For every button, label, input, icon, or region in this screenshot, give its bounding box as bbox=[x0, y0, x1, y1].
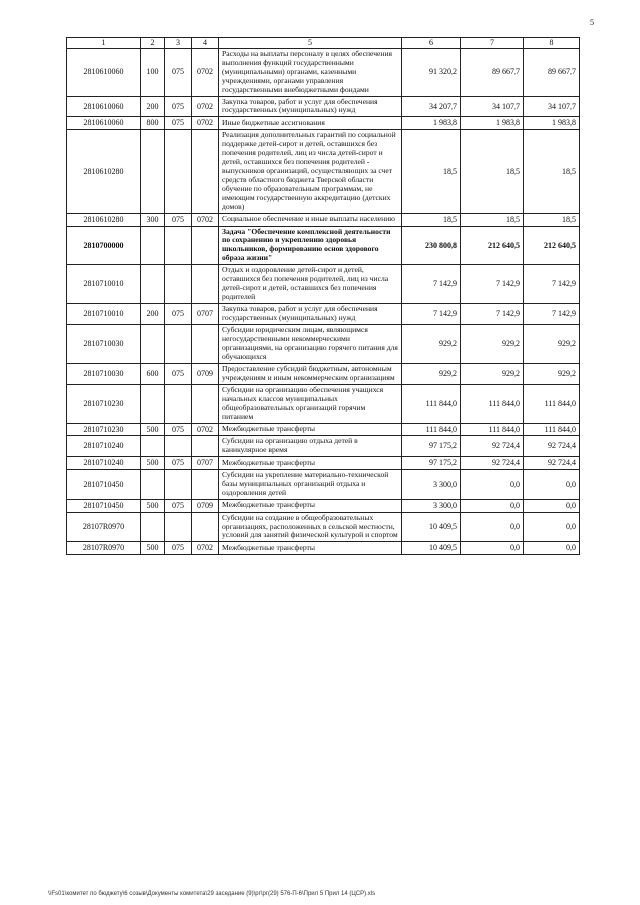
col2-cell bbox=[141, 265, 165, 304]
code-cell: 2810710450 bbox=[67, 469, 141, 499]
page-number: 5 bbox=[590, 18, 594, 27]
table-row bbox=[67, 213, 580, 226]
col4-cell: 0709 bbox=[192, 363, 219, 384]
table-row bbox=[67, 542, 580, 555]
col4-cell: 0702 bbox=[192, 213, 219, 226]
col2-cell bbox=[141, 226, 165, 265]
value-cell: 18,5 bbox=[524, 130, 580, 214]
header-cell: 3 bbox=[165, 38, 192, 49]
table-row bbox=[67, 512, 580, 542]
table-row bbox=[67, 363, 580, 384]
col4-cell bbox=[192, 512, 219, 542]
file-path-footer: \\Fs01\комитет по бюджету\6 созыв\Документы комитета\29 заседание (9)\рг\рг(29) 576-П-6\Прил 5 Прил 14 (ЦСР).xls bbox=[48, 891, 376, 897]
code-cell: 2810710010 bbox=[67, 304, 141, 325]
value-cell: 34 207,7 bbox=[402, 96, 461, 117]
value-cell: 18,5 bbox=[402, 213, 461, 226]
budget-table bbox=[66, 37, 580, 555]
name-cell: Межбюджетные трансферты bbox=[219, 542, 402, 555]
code-cell: 2810710240 bbox=[67, 457, 141, 470]
col3-cell: 075 bbox=[165, 304, 192, 325]
value-cell: 97 175,2 bbox=[402, 436, 461, 457]
value-cell: 34 107,7 bbox=[461, 96, 524, 117]
table-row bbox=[67, 117, 580, 130]
col4-cell: 0707 bbox=[192, 457, 219, 470]
col2-cell: 200 bbox=[141, 304, 165, 325]
header-cell: 1 bbox=[67, 38, 141, 49]
col2-cell: 500 bbox=[141, 499, 165, 512]
code-cell: 28107R0970 bbox=[67, 542, 141, 555]
col3-cell: 075 bbox=[165, 96, 192, 117]
value-cell: 929,2 bbox=[402, 325, 461, 364]
value-cell: 10 409,5 bbox=[402, 512, 461, 542]
value-cell: 929,2 bbox=[524, 363, 580, 384]
col2-cell bbox=[141, 384, 165, 423]
value-cell: 111 844,0 bbox=[402, 384, 461, 423]
name-cell: Расходы на выплаты персоналу в целях обеспечения выполнения функций государственными (муниципальными) органами, казенными учреждениями, органами управления государственными внебюджетными фондами bbox=[219, 48, 402, 96]
col3-cell bbox=[165, 325, 192, 364]
value-cell: 97 175,2 bbox=[402, 457, 461, 470]
name-cell: Предоставление субсидий бюджетным, автономным учреждениям и иным некоммерческим организациям bbox=[219, 363, 402, 384]
code-cell: 2810710030 bbox=[67, 363, 141, 384]
code-cell: 2810700000 bbox=[67, 226, 141, 265]
value-cell: 929,2 bbox=[461, 325, 524, 364]
col3-cell: 075 bbox=[165, 457, 192, 470]
value-cell: 18,5 bbox=[461, 130, 524, 214]
col2-cell: 200 bbox=[141, 96, 165, 117]
col4-cell bbox=[192, 384, 219, 423]
value-cell: 7 142,9 bbox=[461, 265, 524, 304]
table-row bbox=[67, 304, 580, 325]
col3-cell bbox=[165, 512, 192, 542]
value-cell: 91 320,2 bbox=[402, 48, 461, 96]
col2-cell: 300 bbox=[141, 213, 165, 226]
value-cell: 0,0 bbox=[524, 469, 580, 499]
table-row bbox=[67, 48, 580, 96]
col2-cell: 500 bbox=[141, 423, 165, 436]
value-cell: 929,2 bbox=[402, 363, 461, 384]
code-cell: 2810710450 bbox=[67, 499, 141, 512]
col4-cell bbox=[192, 325, 219, 364]
col4-cell bbox=[192, 265, 219, 304]
name-cell: Субсидии на организацию отдыха детей в каникулярное время bbox=[219, 436, 402, 457]
name-cell: Реализация дополнительных гарантий по социальной поддержке детей-сирот и детей, оставшихся без попечения родителей, лиц из числа детей-сирот и детей, оставшихся без попечения родителей - выпускников организаций, осуществляющих за счет средств областного бюджета Тверской области обучение по образовательным программам, не имеющим государственную аккредитацию (детских домов) bbox=[219, 130, 402, 214]
col3-cell: 075 bbox=[165, 542, 192, 555]
code-cell: 2810710230 bbox=[67, 423, 141, 436]
col3-cell: 075 bbox=[165, 117, 192, 130]
name-cell: Межбюджетные трансферты bbox=[219, 457, 402, 470]
code-cell: 28107R0970 bbox=[67, 512, 141, 542]
value-cell: 7 142,9 bbox=[524, 304, 580, 325]
value-cell: 0,0 bbox=[524, 512, 580, 542]
value-cell: 1 983,8 bbox=[461, 117, 524, 130]
value-cell: 0,0 bbox=[524, 499, 580, 512]
value-cell: 92 724,4 bbox=[461, 457, 524, 470]
table-row bbox=[67, 130, 580, 214]
col3-cell bbox=[165, 265, 192, 304]
value-cell: 18,5 bbox=[524, 213, 580, 226]
header-cell: 7 bbox=[461, 38, 524, 49]
name-cell: Межбюджетные трансферты bbox=[219, 423, 402, 436]
value-cell: 92 724,4 bbox=[461, 436, 524, 457]
table-row bbox=[67, 436, 580, 457]
value-cell: 111 844,0 bbox=[461, 384, 524, 423]
value-cell: 929,2 bbox=[524, 325, 580, 364]
table-row bbox=[67, 265, 580, 304]
code-cell: 2810610060 bbox=[67, 48, 141, 96]
name-cell: Иные бюджетные ассигнования bbox=[219, 117, 402, 130]
value-cell: 929,2 bbox=[461, 363, 524, 384]
value-cell: 0,0 bbox=[461, 499, 524, 512]
col2-cell: 100 bbox=[141, 48, 165, 96]
value-cell: 34 107,7 bbox=[524, 96, 580, 117]
table-row bbox=[67, 384, 580, 423]
header-cell: 2 bbox=[141, 38, 165, 49]
value-cell: 212 640,5 bbox=[524, 226, 580, 265]
header-cell: 4 bbox=[192, 38, 219, 49]
table-row bbox=[67, 469, 580, 499]
code-cell: 2810610280 bbox=[67, 130, 141, 214]
col4-cell: 0709 bbox=[192, 499, 219, 512]
col3-cell bbox=[165, 384, 192, 423]
col2-cell bbox=[141, 469, 165, 499]
value-cell: 7 142,9 bbox=[402, 265, 461, 304]
value-cell: 3 300,0 bbox=[402, 469, 461, 499]
code-cell: 2810710030 bbox=[67, 325, 141, 364]
value-cell: 18,5 bbox=[402, 130, 461, 214]
col4-cell bbox=[192, 436, 219, 457]
table-row bbox=[67, 96, 580, 117]
col3-cell: 075 bbox=[165, 363, 192, 384]
value-cell: 0,0 bbox=[461, 469, 524, 499]
col4-cell: 0702 bbox=[192, 542, 219, 555]
table-row bbox=[67, 499, 580, 512]
header-cell: 5 bbox=[219, 38, 402, 49]
col3-cell bbox=[165, 130, 192, 214]
col4-cell: 0702 bbox=[192, 117, 219, 130]
col3-cell bbox=[165, 469, 192, 499]
code-cell: 2810710230 bbox=[67, 384, 141, 423]
col3-cell: 075 bbox=[165, 423, 192, 436]
value-cell: 0,0 bbox=[461, 512, 524, 542]
code-cell: 2810610060 bbox=[67, 96, 141, 117]
code-cell: 2810710240 bbox=[67, 436, 141, 457]
col3-cell bbox=[165, 436, 192, 457]
value-cell: 111 844,0 bbox=[402, 423, 461, 436]
col4-cell: 0702 bbox=[192, 423, 219, 436]
value-cell: 7 142,9 bbox=[402, 304, 461, 325]
name-cell: Межбюджетные трансферты bbox=[219, 499, 402, 512]
code-cell: 2810610060 bbox=[67, 117, 141, 130]
value-cell: 111 844,0 bbox=[524, 384, 580, 423]
col4-cell bbox=[192, 469, 219, 499]
table-row bbox=[67, 226, 580, 265]
value-cell: 89 667,7 bbox=[461, 48, 524, 96]
col2-cell bbox=[141, 436, 165, 457]
header-row bbox=[67, 38, 580, 49]
code-cell: 2810710010 bbox=[67, 265, 141, 304]
code-cell: 2810610280 bbox=[67, 213, 141, 226]
value-cell: 92 724,4 bbox=[524, 436, 580, 457]
value-cell: 18,5 bbox=[461, 213, 524, 226]
name-cell: Закупка товаров, работ и услуг для обеспечения государственных (муниципальных) нужд bbox=[219, 96, 402, 117]
col2-cell: 600 bbox=[141, 363, 165, 384]
value-cell: 212 640,5 bbox=[461, 226, 524, 265]
value-cell: 1 983,8 bbox=[524, 117, 580, 130]
value-cell: 1 983,8 bbox=[402, 117, 461, 130]
value-cell: 0,0 bbox=[461, 542, 524, 555]
col2-cell: 800 bbox=[141, 117, 165, 130]
name-cell: Закупка товаров, работ и услуг для обеспечения государственных (муниципальных) нужд bbox=[219, 304, 402, 325]
col3-cell: 075 bbox=[165, 213, 192, 226]
value-cell: 0,0 bbox=[524, 542, 580, 555]
table-row bbox=[67, 423, 580, 436]
col2-cell: 500 bbox=[141, 457, 165, 470]
value-cell: 230 800,8 bbox=[402, 226, 461, 265]
value-cell: 7 142,9 bbox=[524, 265, 580, 304]
col4-cell: 0707 bbox=[192, 304, 219, 325]
name-cell: Субсидии на укрепление материально-технической базы муниципальных организаций отдыха и оздоровления детей bbox=[219, 469, 402, 499]
col3-cell: 075 bbox=[165, 499, 192, 512]
value-cell: 111 844,0 bbox=[461, 423, 524, 436]
value-cell: 111 844,0 bbox=[524, 423, 580, 436]
col4-cell bbox=[192, 130, 219, 214]
col2-cell: 500 bbox=[141, 542, 165, 555]
name-cell: Отдых и оздоровление детей-сирот и детей, оставшихся без попечения родителей, лиц из числа детей-сирот и детей, оставшихся без попечения родителей bbox=[219, 265, 402, 304]
table-row bbox=[67, 457, 580, 470]
value-cell: 3 300,0 bbox=[402, 499, 461, 512]
header-cell: 6 bbox=[402, 38, 461, 49]
name-cell: Субсидии на организацию обеспечения учащихся начальных классов муниципальных общеобразовательных организаций горячим питанием bbox=[219, 384, 402, 423]
header-cell: 8 bbox=[524, 38, 580, 49]
name-cell: Субсидии юридическим лицам, являющимся негосударственными некоммерческими организациями, на организацию горячего питания для обучающихся bbox=[219, 325, 402, 364]
col4-cell bbox=[192, 226, 219, 265]
table-row bbox=[67, 325, 580, 364]
value-cell: 7 142,9 bbox=[461, 304, 524, 325]
name-cell: Субсидии на создание в общеобразовательных организациях, расположенных в сельской местности, условий для занятий физической культурой и спортом bbox=[219, 512, 402, 542]
col3-cell: 075 bbox=[165, 48, 192, 96]
col2-cell bbox=[141, 130, 165, 214]
name-cell: Социальное обеспечение и иные выплаты населению bbox=[219, 213, 402, 226]
col2-cell bbox=[141, 512, 165, 542]
value-cell: 89 667,7 bbox=[524, 48, 580, 96]
col2-cell bbox=[141, 325, 165, 364]
col4-cell: 0702 bbox=[192, 96, 219, 117]
value-cell: 10 409,5 bbox=[402, 542, 461, 555]
col3-cell bbox=[165, 226, 192, 265]
col4-cell: 0702 bbox=[192, 48, 219, 96]
name-cell: Задача "Обеспечение комплексной деятельности по сохранению и укреплению здоровья школьников, формированию основ здорового образа жизни" bbox=[219, 226, 402, 265]
value-cell: 92 724,4 bbox=[524, 457, 580, 470]
